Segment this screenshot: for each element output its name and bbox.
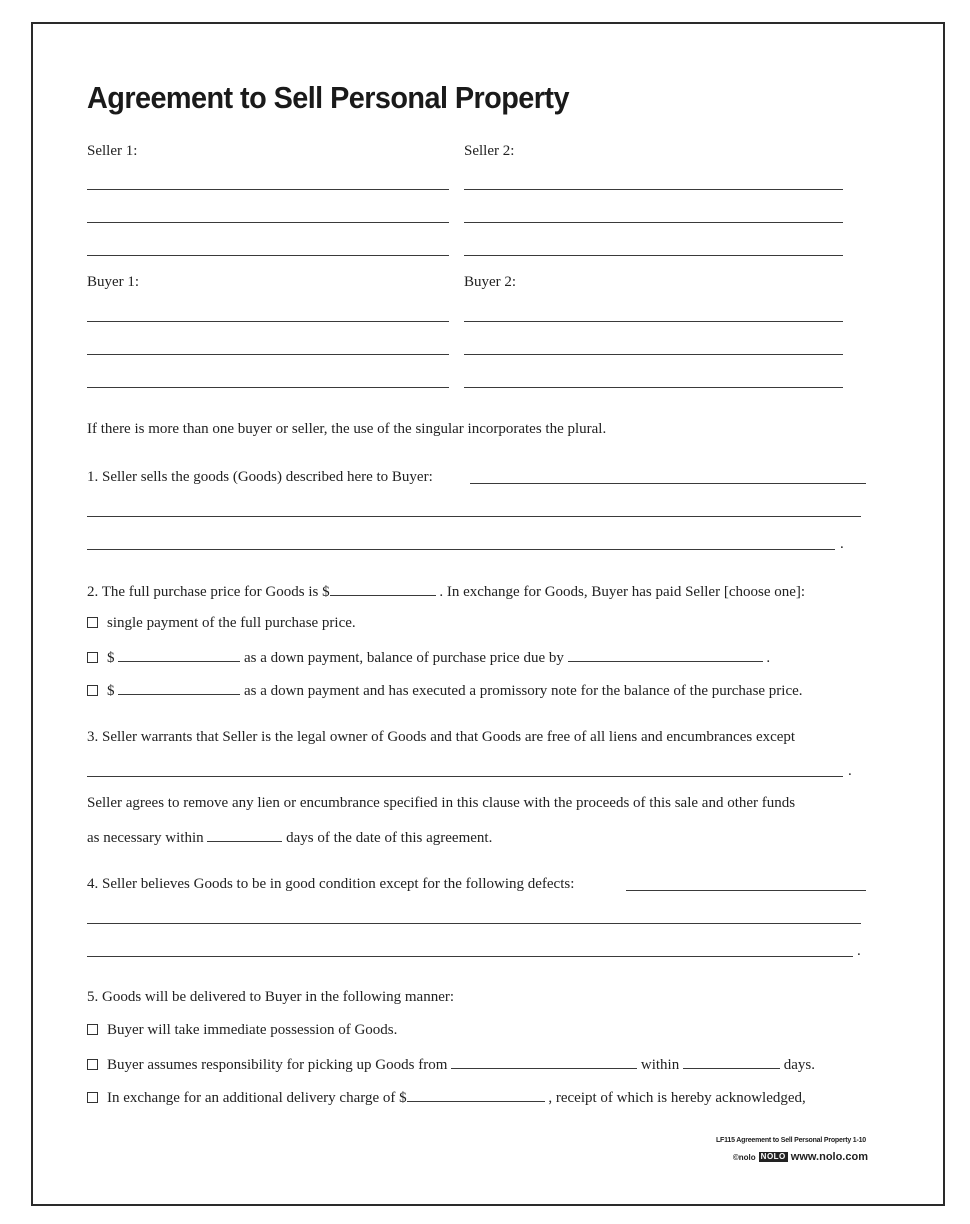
seller1-line-3[interactable] — [87, 255, 449, 256]
clause2-intro-a: 2. The full purchase price for Goods is $ — [87, 584, 330, 600]
down-payment-blank-1[interactable] — [118, 647, 240, 662]
clause5-option-2 — [87, 1054, 815, 1074]
pickup-location-blank[interactable] — [451, 1054, 637, 1069]
clause5-option-2-checkbox[interactable] — [87, 1059, 98, 1070]
seller2-line-2[interactable] — [464, 222, 843, 223]
clause4-end-period: . — [857, 943, 861, 959]
seller1-line-1[interactable] — [87, 189, 449, 190]
clause3-exceptions-line[interactable] — [87, 776, 843, 777]
clause2-intro — [87, 581, 805, 601]
buyer2-line-1[interactable] — [464, 321, 843, 322]
plural-note: If there is more than one buyer or seller, the use of the singular incorporates the plural. — [87, 421, 607, 437]
clause5-option-3 — [87, 1087, 806, 1107]
lien-removal-days-blank[interactable] — [207, 827, 282, 842]
clause5-option-2-text-c: days. — [783, 1057, 815, 1073]
clause4-text: 4. Seller believes Goods to be in good condition except for the following defects: — [87, 876, 575, 892]
nolo-logo-badge: NOLO — [760, 1152, 786, 1161]
clause2-intro-b: . In exchange for Goods, Buyer has paid Seller [choose one]: — [439, 584, 806, 600]
clause2-option-2-checkbox[interactable] — [87, 652, 98, 663]
clause2-option-3-dollar: $ — [107, 683, 115, 699]
clause5-option-2-text-b: within — [640, 1057, 680, 1073]
defects-line-1[interactable] — [626, 890, 866, 891]
clause5-text: 5. Goods will be delivered to Buyer in the following manner: — [87, 989, 455, 1005]
buyer2-line-2[interactable] — [464, 354, 843, 355]
seller1-label: Seller 1: — [87, 143, 138, 159]
clause3-remove-text: Seller agrees to remove any lien or encumbrance specified in this clause with the proceeds of this sale and other funds — [87, 795, 796, 811]
buyer2-label: Buyer 2: — [464, 274, 517, 290]
clause3-end-period: . — [848, 763, 852, 779]
seller2-line-3[interactable] — [464, 255, 843, 256]
clause2-option-3-checkbox[interactable] — [87, 685, 98, 696]
pickup-days-blank[interactable] — [683, 1054, 780, 1069]
footer-url[interactable]: www.nolo.com — [790, 1151, 868, 1163]
clause2-option-1-checkbox[interactable] — [87, 617, 98, 628]
defects-line-3[interactable] — [87, 956, 853, 957]
delivery-charge-blank[interactable] — [407, 1087, 545, 1102]
seller2-label: Seller 2: — [464, 143, 515, 159]
clause2-option-1 — [87, 614, 356, 632]
clause2-option-2-end: . — [766, 650, 771, 666]
footer-form-id: LF115 Agreement to Sell Personal Property 1-10 — [715, 1137, 866, 1144]
buyer1-label: Buyer 1: — [87, 274, 140, 290]
clause2-option-3-text: as a down payment and has executed a promissory note for the balance of the purchase price. — [244, 683, 803, 699]
clause5-option-1-checkbox[interactable] — [87, 1024, 98, 1035]
clause1-text: 1. Seller sells the goods (Goods) described here to Buyer: — [87, 469, 433, 485]
footer-copyright: ©nolo — [732, 1153, 756, 1162]
clause3-within-a: as necessary within — [87, 830, 204, 846]
buyer2-line-3[interactable] — [464, 387, 843, 388]
clause5-option-1 — [87, 1021, 397, 1039]
clause3-text: 3. Seller warrants that Seller is the legal owner of Goods and that Goods are free of all liens and encumbrances except — [87, 729, 796, 745]
clause5-option-3-text-a: In exchange for an additional delivery charge of $ — [107, 1090, 407, 1106]
clause5-option-3-text-b: , receipt of which is hereby acknowledged, — [548, 1090, 806, 1106]
footer-publisher — [733, 1151, 868, 1163]
clause1-goods-line-2[interactable] — [87, 516, 861, 517]
seller1-line-2[interactable] — [87, 222, 449, 223]
buyer1-line-1[interactable] — [87, 321, 449, 322]
clause2-option-3 — [87, 680, 803, 700]
clause2-option-2-text: as a down payment, balance of purchase price due by — [244, 650, 564, 666]
clause5-option-3-checkbox[interactable] — [87, 1092, 98, 1103]
clause1-goods-line-1[interactable] — [470, 483, 866, 484]
down-payment-blank-2[interactable] — [118, 680, 240, 695]
buyer1-line-2[interactable] — [87, 354, 449, 355]
clause2-option-2-dollar: $ — [107, 650, 115, 666]
defects-line-2[interactable] — [87, 923, 861, 924]
clause2-option-2 — [87, 647, 770, 667]
clause2-option-1-label: single payment of the full purchase price. — [107, 615, 356, 631]
clause1-goods-line-3[interactable] — [87, 549, 835, 550]
purchase-price-blank[interactable] — [330, 581, 436, 596]
clause5-option-2-text-a: Buyer assumes responsibility for picking up Goods from — [107, 1057, 448, 1073]
balance-due-date-blank[interactable] — [568, 647, 763, 662]
buyer1-line-3[interactable] — [87, 387, 449, 388]
document-title: Agreement to Sell Personal Property — [87, 80, 569, 115]
clause3-within-b: days of the date of this agreement. — [286, 830, 493, 846]
clause5-option-1-label: Buyer will take immediate possession of Goods. — [107, 1022, 398, 1038]
clause3-within — [87, 827, 492, 847]
seller2-line-1[interactable] — [464, 189, 843, 190]
clause1-end-period: . — [840, 536, 844, 552]
